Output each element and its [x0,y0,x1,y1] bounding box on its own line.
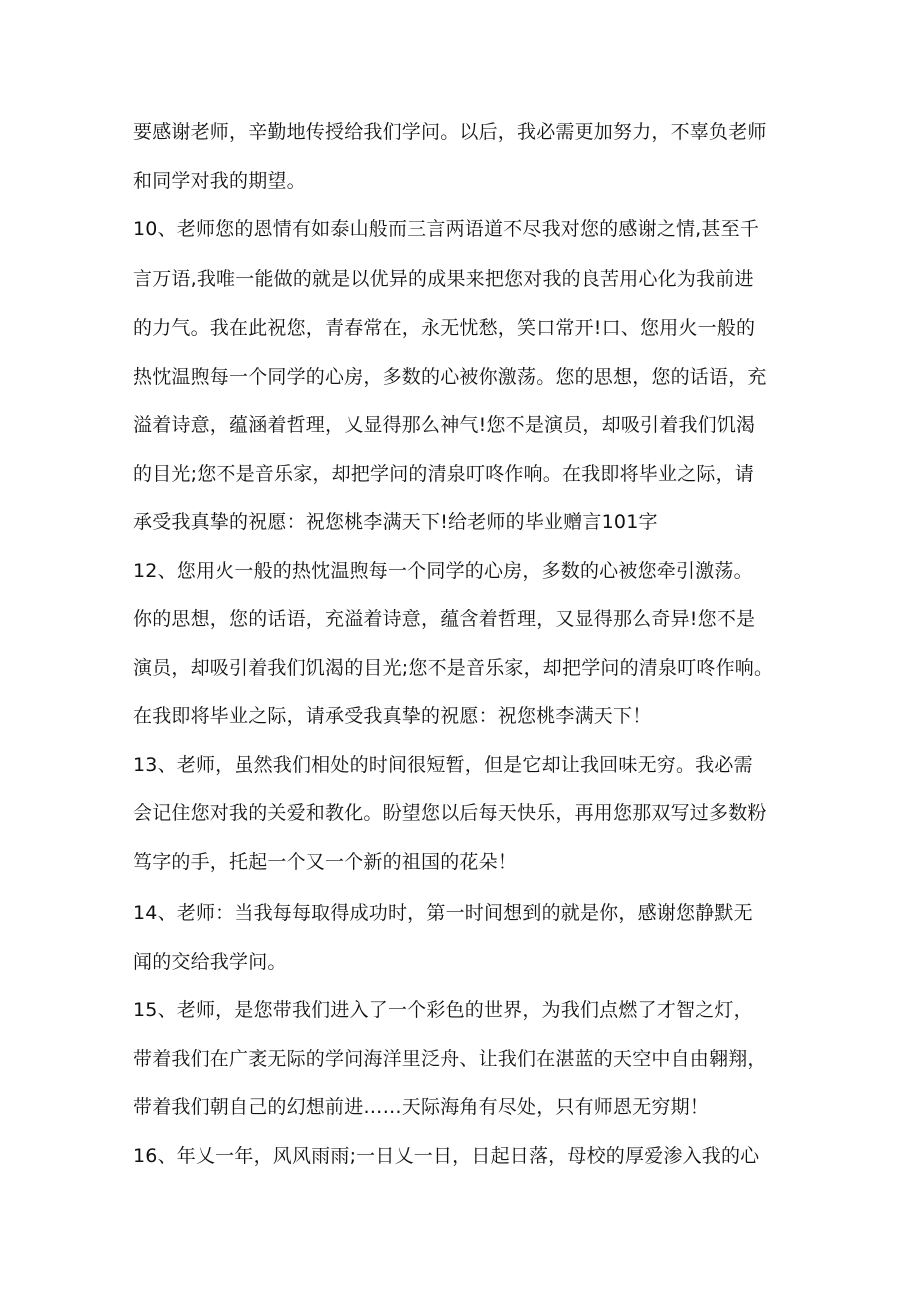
text-line: 在我即将毕业之际，请承受我真挚的祝愿：祝您桃李满天下！ [133,705,652,727]
text-line: 和同学对我的期望。 [133,170,306,192]
text-line: 演员，却吸引着我们饥渴的目光;您不是音乐家，却把学问的清泉叮咚作响。 [133,657,774,679]
text-line: 16、年乂一年，风风雨雨;一日乂一日，日起日落，母校的厚爱渗入我的心 [133,1145,760,1167]
text-line: 的目光;您不是音乐家，却把学问的清泉叮咚作响。在我即将毕业之际，请 [133,463,755,485]
text-line: 13、老师，虽然我们相处的时间很短暂，但是它却让我回味无穷。我必需 [133,754,753,776]
text-line: 会记住您对我的关爱和教化。盼望您以后每天快乐，再用您那双写过多数粉 [133,802,767,824]
text-line: 言万语,我唯一能做的就是以优异的成果来把您对我的良苦用心化为我前进 [133,268,754,290]
text-line: 14、老师：当我每每取得成功时，第一时间想到的就是你，感谢您静默无 [133,902,753,924]
text-line: 你的思想，您的话语，充溢着诗意，蕴含着哲理，又显得那么奇异!您不是 [133,608,756,630]
text-line: 带着我们在广袤无际的学问海洋里泛舟、让我们在湛蓝的天空中自由翱翔， [133,1048,767,1070]
text-line: 承受我真挚的祝愿：祝您桃李满天下!给老师的毕业赠言101字 [133,511,658,533]
text-line: 热忱温煦每一个同学的心房，多数的心被你激荡。您的思想，您的话语，充 [133,366,767,388]
text-line: 的力气。我在此祝您，青春常在，永无忧愁，笑口常开!口、您用火一般的 [133,317,756,339]
text-line: 溢着诗意，蕴涵着哲理，乂显得那么神气!您不是演员，却吸引着我们饥渴 [133,414,756,436]
text-line: 12、您用火一般的热忱温煦每一个同学的心房，多数的心被您牵引激荡。 [133,560,753,582]
text-line: 10、老师您的恩情有如泰山般而三言两语道不尽我对您的感谢之情,甚至千 [133,218,760,240]
text-line: 笃字的手，托起一个又一个新的祖国的花朵！ [133,851,518,873]
text-line: 15、老师，是您带我们进入了一个彩色的世界，为我们点燃了才智之灯， [133,999,753,1021]
text-line: 要感谢老师，辛勤地传授给我们学问。以后，我必需更加努力，不辜负老师 [133,121,767,143]
text-line: 闻的交给我学问。 [133,951,287,973]
text-line: 带着我们朝自己的幻想前进……天际海角有尽处，只有师恩无穷期！ [133,1096,710,1118]
